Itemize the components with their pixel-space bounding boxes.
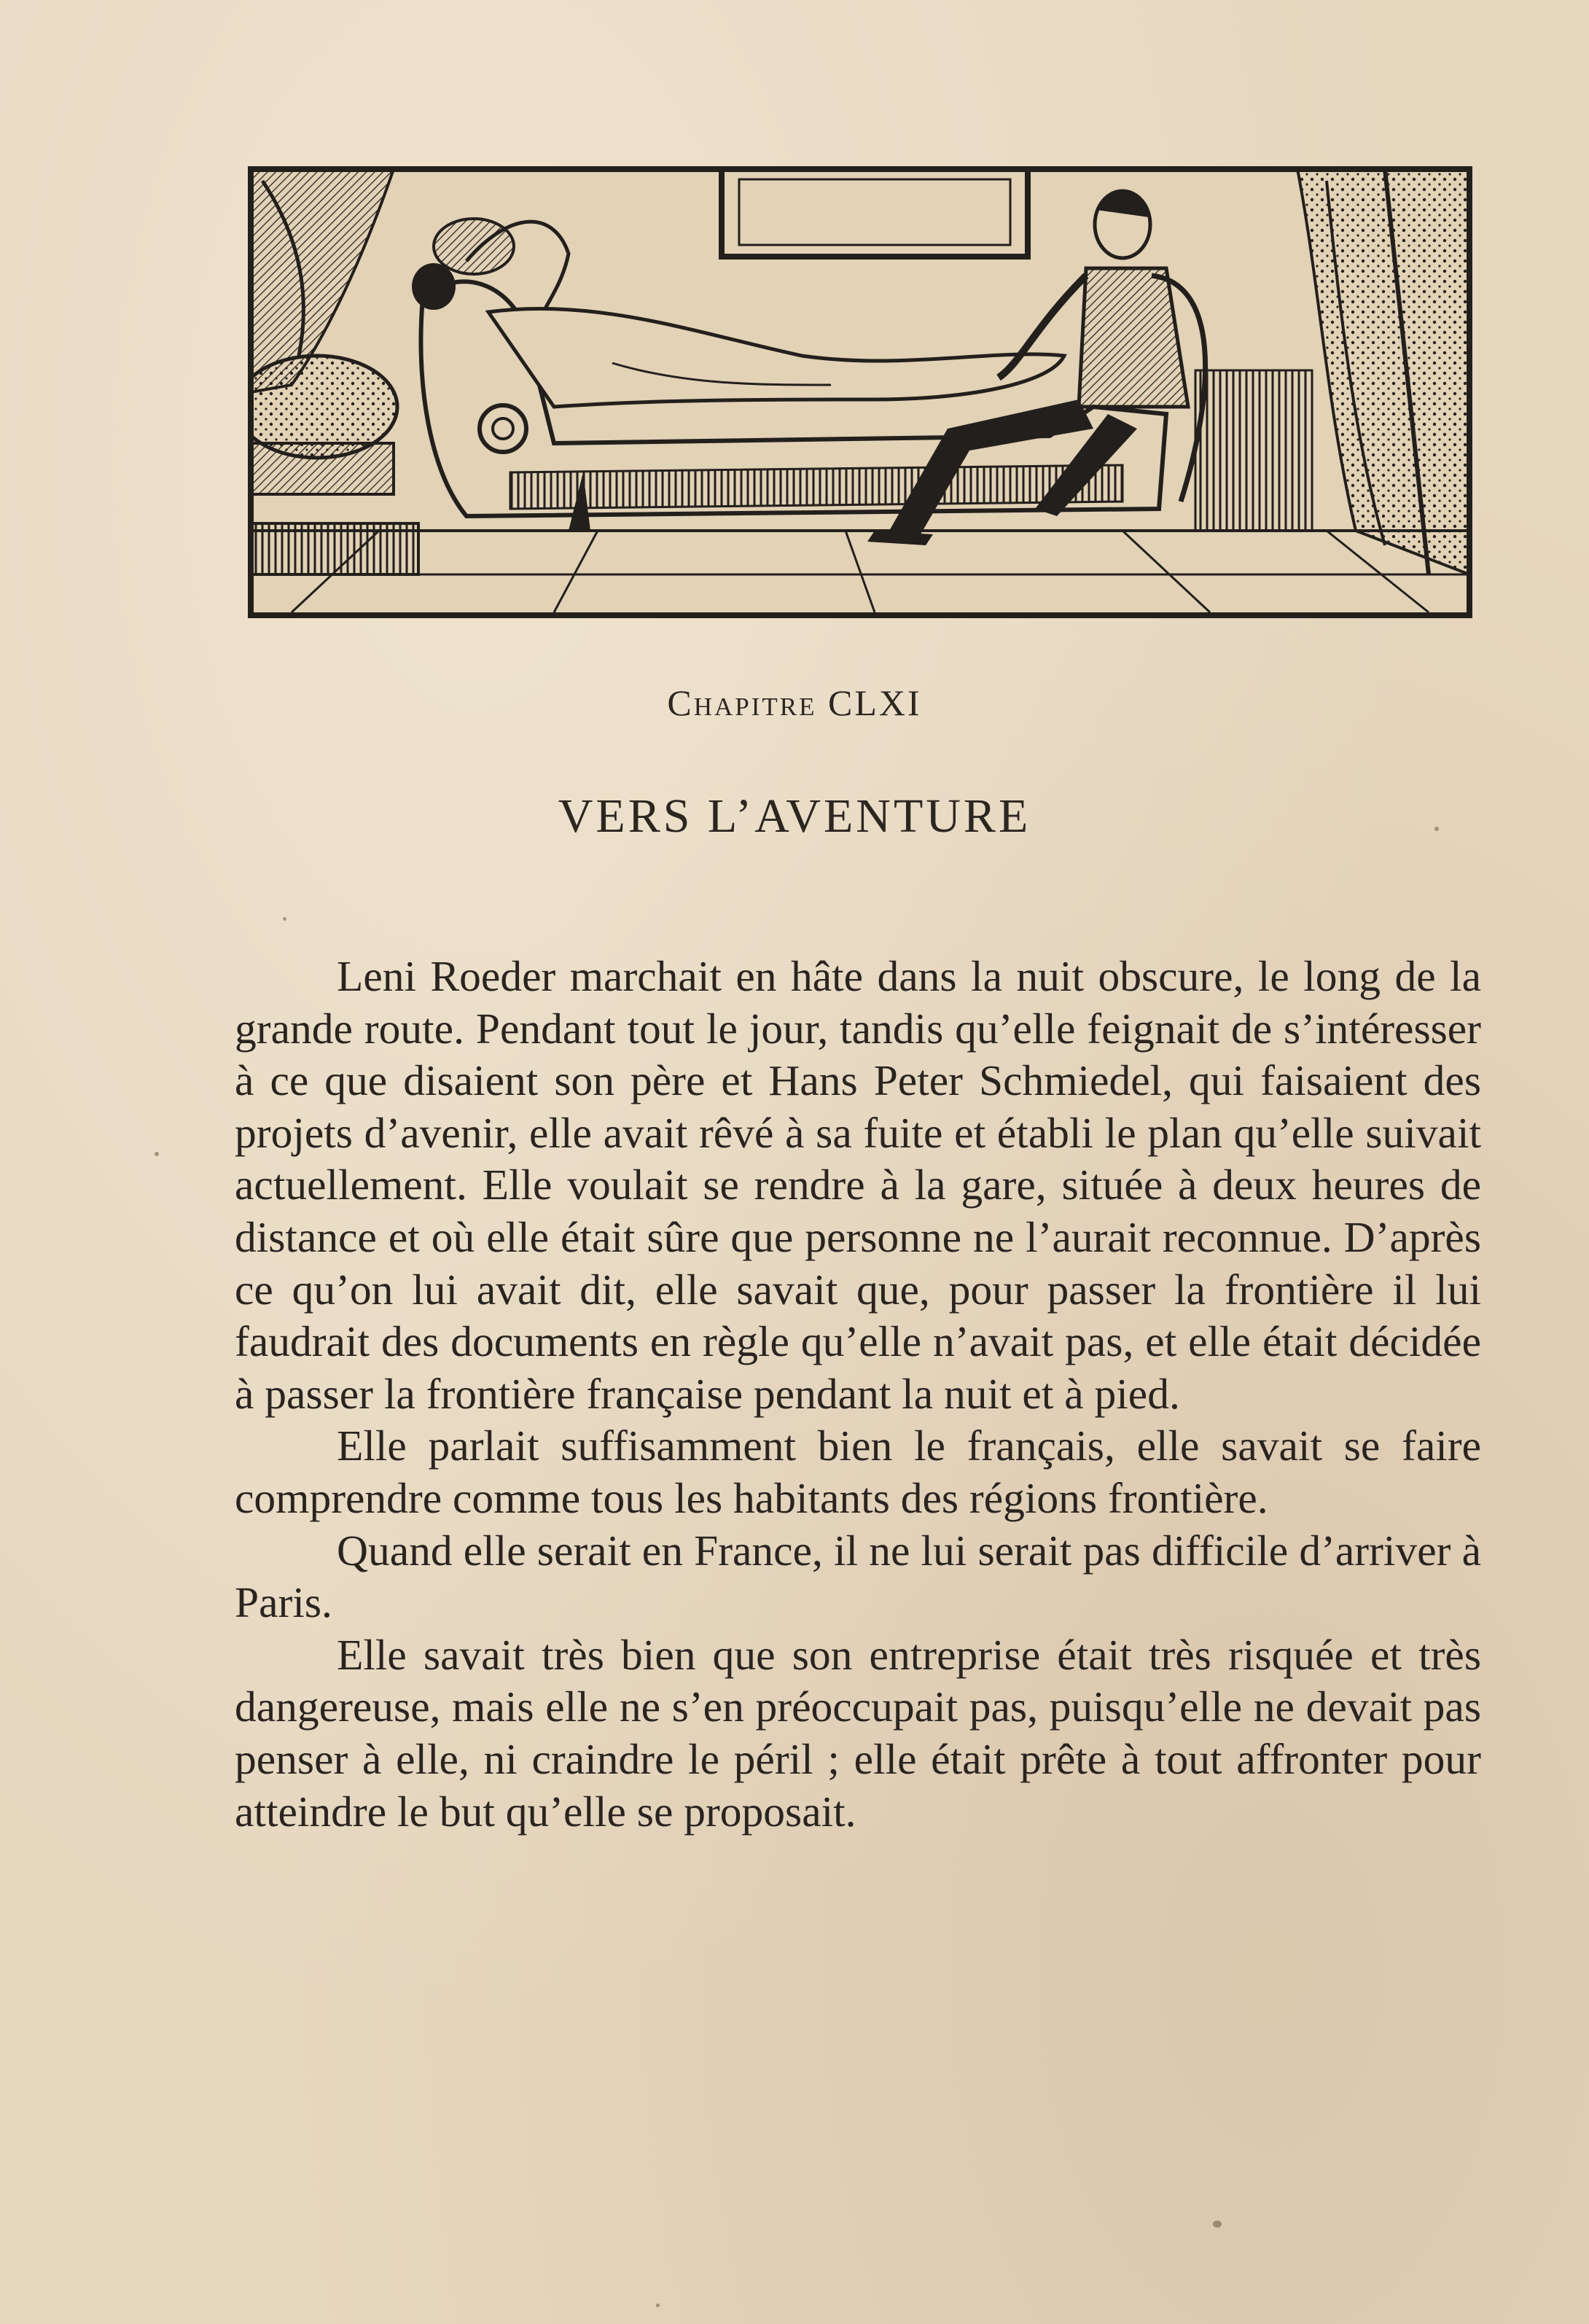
paragraph: Elle parlait suffisamment bien le français, elle savait se faire comprendre comme tous les habitants des régions frontière. <box>235 1422 1481 1522</box>
paper-speck <box>283 917 286 921</box>
paper-speck <box>1213 2220 1222 2228</box>
engraving-icon <box>248 166 1472 618</box>
paragraph: Elle savait très bien que son entreprise était très risquée et très dangereuse, mais elle ne s’en préoccupait pas, puisqu’elle ne devait pas penser à elle, ni craindre le péril ; elle était prête à tout affronter pour atteindre le but qu’elle se proposait. <box>235 1630 1481 1836</box>
chapter-label: Chapitre CLXI <box>667 682 922 723</box>
paper-speck <box>656 2304 660 2307</box>
paper-speck <box>155 1152 159 1156</box>
paper-speck <box>1434 827 1439 831</box>
paragraph: Leni Roeder marchait en hâte dans la nuit obscure, le long de la grande route. Pendant tout le jour, tandis qu’elle feignait de s’intéresser à ce que disaient son père et Hans Peter Schmiedel, qui faisaient des projets d’avenir, elle avait rêvé à sa fuite et établi le plan qu’elle suivait actuellement. Elle voulait se rendre à la gare, située à deux heures de distance et où elle était sûre que personne ne l’aurait reconnue. D’après ce qu’on lui avait dit, elle savait que, pour passer la frontière il lui faudrait des documents en règle qu’elle n’avait pas, et elle était décidée à passer la frontière française pendant la nuit et à pied. <box>235 952 1481 1418</box>
chapter-illustration <box>248 166 1472 618</box>
chapter-title: VERS L’AVENTURE <box>558 789 1031 843</box>
chapter-body <box>235 951 1481 1838</box>
paragraph: Quand elle serait en France, il ne lui serait pas difficile d’arriver à Paris. <box>235 1526 1481 1627</box>
